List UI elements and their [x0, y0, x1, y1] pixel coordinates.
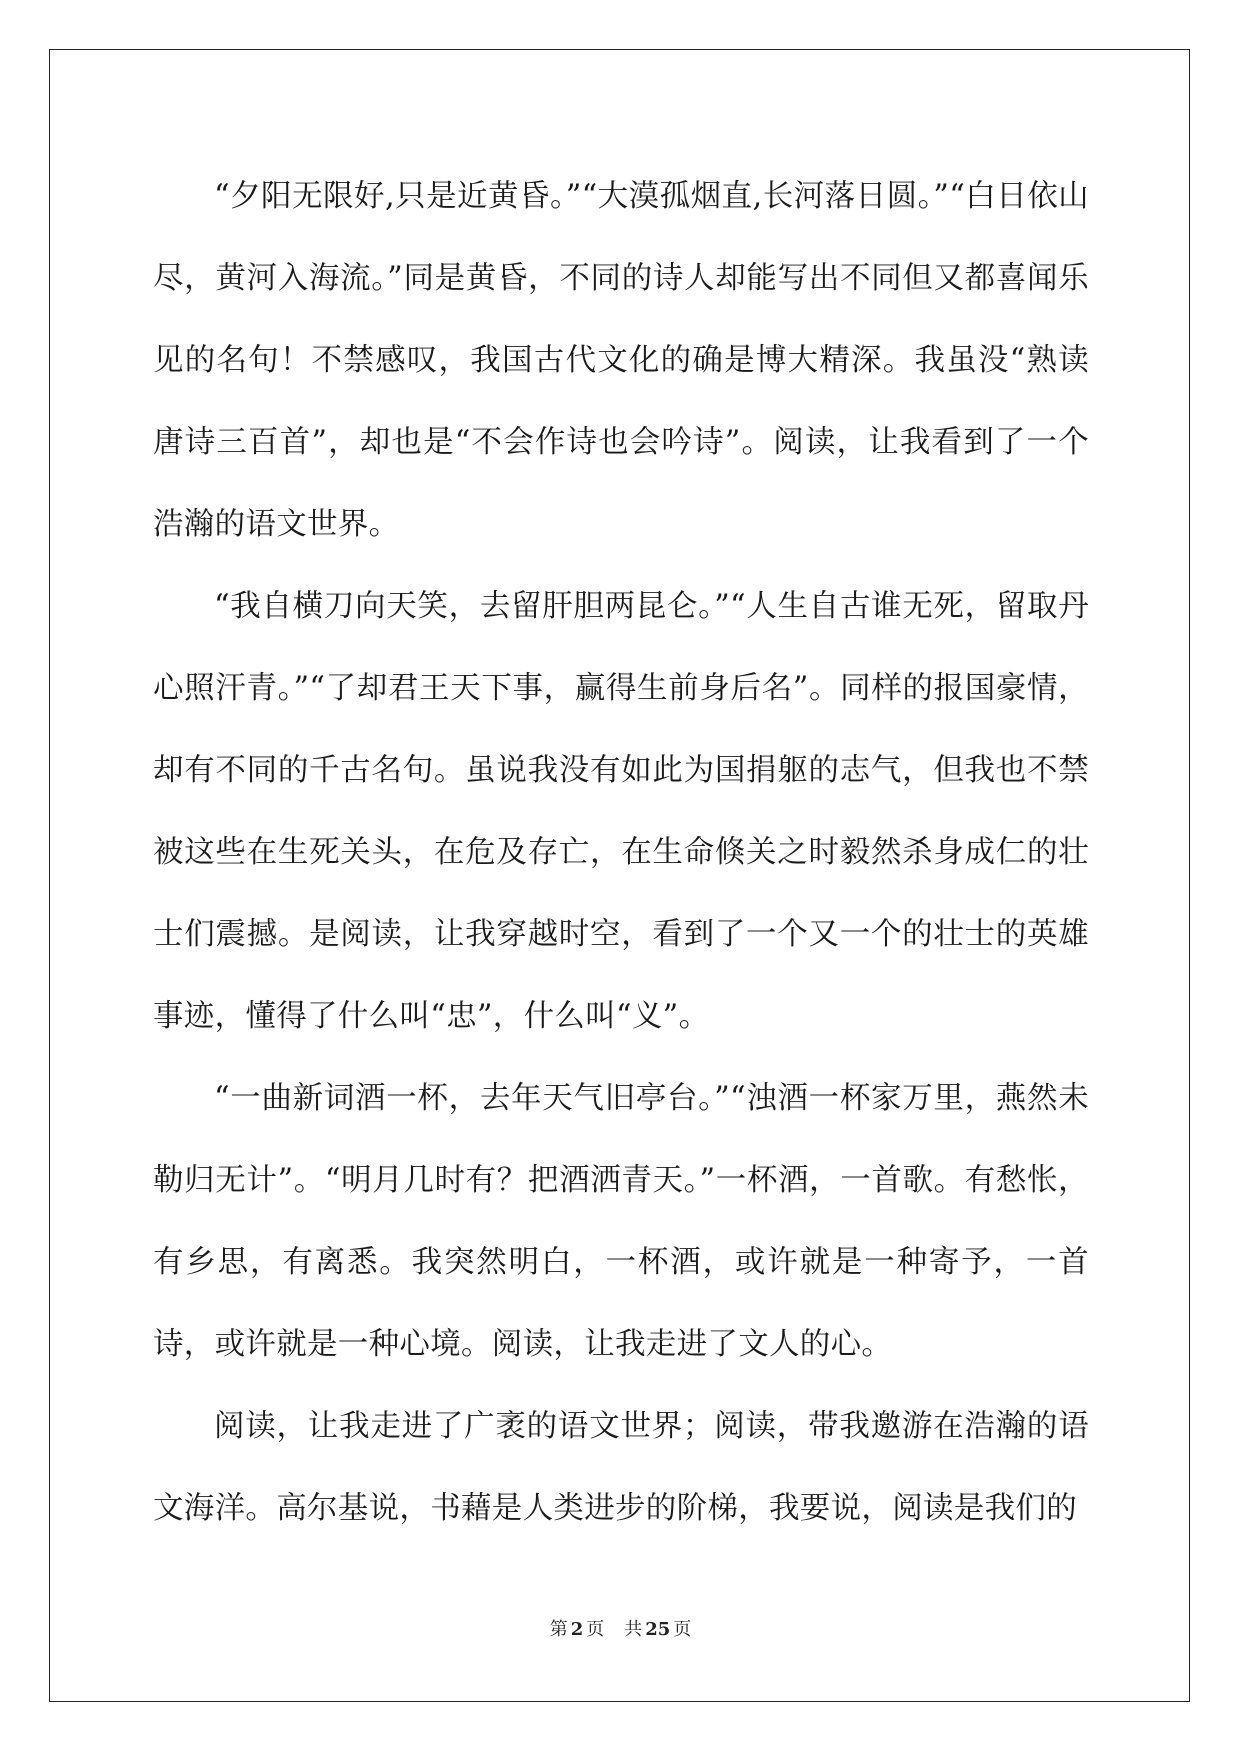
- total-prefix: 共: [624, 1619, 643, 1640]
- total-suffix: 页: [673, 1619, 692, 1640]
- paragraph-4: 阅读，让我走进了广袤的语文世界；阅读，带我邀游在浩瀚的语文海洋。高尔基说，书藉是人类进步的阶梯，我要说，阅读是我们的: [153, 1409, 1089, 1526]
- paragraph-3: “一曲新词酒一杯，去年天气旧亭台。”“浊酒一杯家万里，燕然未勒归无计”。“明月几时有？把酒洒青天。”一杯酒，一首歌。有愁怅，有乡思，有离悉。我突然明白，一杯酒，或许就是一种寄予，一首诗，或许就是一种心境。阅读，让我走进了文人的心。: [153, 1081, 1089, 1362]
- paragraph-1: “夕阳无限好,只是近黄昏。”“大漠孤烟直,长河落日圆。”“白日依山尽，黄河入海流。”同是黄昏，不同的诗人却能写出不同但又都喜闻乐见的名句！不禁感叹，我国古代文化的确是博大精深。我虽没“熟读唐诗三百首”，却也是“不会作诗也会吟诗”。阅读，让我看到了一个浩瀚的语文世界。: [153, 179, 1089, 542]
- page-suffix: 页: [586, 1619, 605, 1640]
- page-footer: [0, 1615, 1241, 1641]
- current-page-number: 2: [570, 1619, 584, 1640]
- total-pages-number: 25: [645, 1619, 671, 1640]
- page-prefix: 第: [549, 1619, 568, 1640]
- document-body: [153, 156, 1089, 1550]
- paragraph-2: “我自横刀向天笑，去留肝胆两昆仑。”“人生自古谁无死，留取丹心照汗青。”“了却君王天下事，赢得生前身后名”。同样的报国豪情，却有不同的千古名句。虽说我没有如此为国捐躯的志气，但我也不禁被这些在生死关头，在危及存亡，在生命倏关之时毅然杀身成仁的壮士们震撼。是阅读，让我穿越时空，看到了一个又一个的壮士的英雄事迹，懂得了什么叫“忠”，什么叫“义”。: [153, 589, 1089, 1034]
